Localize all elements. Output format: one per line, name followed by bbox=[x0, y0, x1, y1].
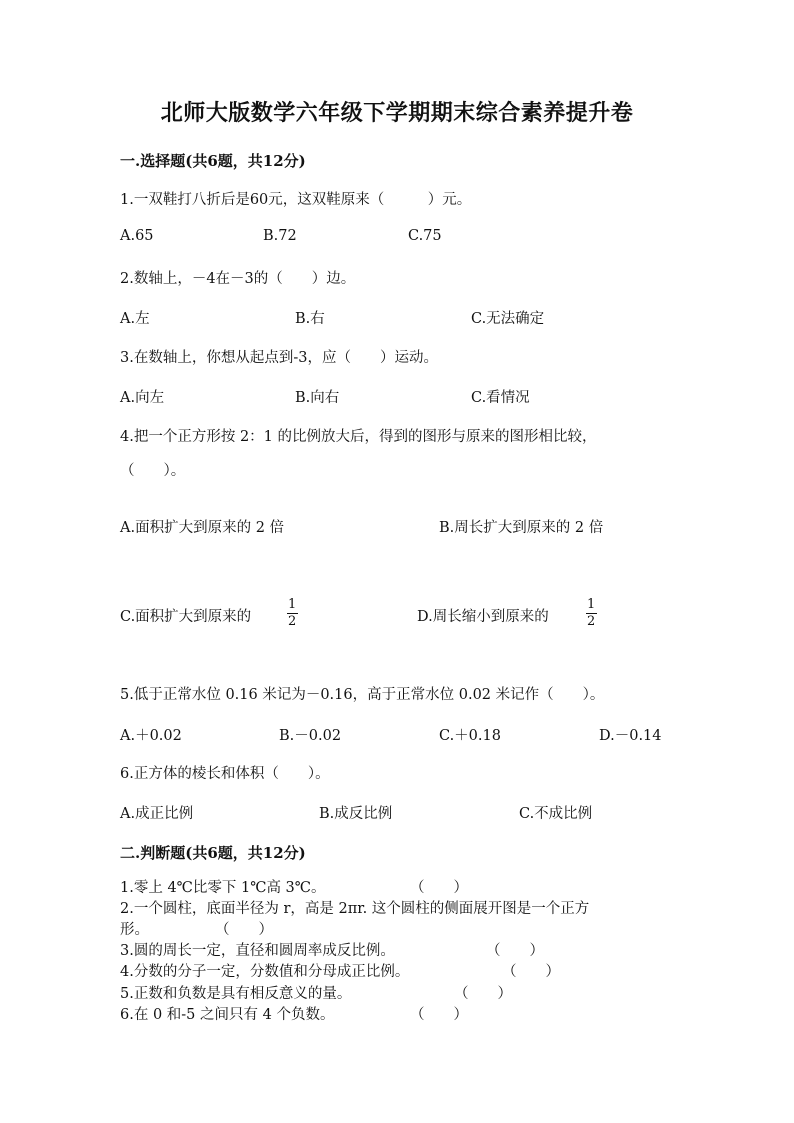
section-heading-choice: 一.选择题(共6题，共12分) bbox=[120, 152, 306, 170]
question-6-option-a[interactable]: A.成正比例 bbox=[120, 806, 194, 822]
fraction-denominator: 2 bbox=[587, 614, 596, 629]
section-heading-judge: 二.判断题(共6题，共12分) bbox=[120, 844, 306, 862]
question-5-stem: 5.低于正常水位 0.16 米记为－0.16，高于正常水位 0.02 米记作（ ）。 bbox=[120, 687, 605, 703]
question-4-option-c-fraction bbox=[286, 598, 298, 629]
judge-item-2: 2.一个圆柱，底面半径为 r，高是 2πr. 这个圆柱的侧面展开图是一个正方 bbox=[120, 901, 590, 917]
question-4-option-c[interactable]: C.面积扩大到原来的 bbox=[120, 609, 252, 625]
question-6-stem: 6.正方体的棱长和体积（ ）。 bbox=[120, 766, 330, 782]
judge-item-2-continued: 形。 bbox=[120, 922, 149, 938]
question-6-option-b[interactable]: B.成反比例 bbox=[319, 806, 393, 822]
page-title: 北师大版数学六年级下学期期末综合素养提升卷 bbox=[160, 100, 634, 126]
question-2-option-a[interactable]: A.左 bbox=[120, 311, 150, 327]
question-6-option-c[interactable]: C.不成比例 bbox=[519, 806, 593, 822]
question-4-stem: 4.把一个正方形按 2：1 的比例放大后，得到的图形与原来的图形相比较， bbox=[120, 429, 597, 445]
judge-item-2-answer[interactable]: （ ） bbox=[215, 922, 273, 938]
question-4-option-d-fraction bbox=[585, 598, 597, 629]
judge-item-3: 3.圆的周长一定，直径和圆周率成反比例。 bbox=[120, 943, 395, 959]
question-3-option-c[interactable]: C.看情况 bbox=[471, 390, 530, 406]
question-2-option-c[interactable]: C.无法确定 bbox=[471, 311, 545, 327]
judge-item-1: 1.零上 4℃比零下 1℃高 3℃。 bbox=[120, 880, 326, 896]
fraction-numerator: 1 bbox=[288, 597, 297, 612]
question-4-option-d[interactable]: D.周长缩小到原来的 bbox=[417, 609, 549, 625]
question-1-option-a[interactable]: A.65 bbox=[120, 228, 154, 244]
question-2-option-b[interactable]: B.右 bbox=[295, 311, 325, 327]
judge-item-5-answer[interactable]: （ ） bbox=[454, 986, 512, 1002]
judge-item-6: 6.在 0 和-5 之间只有 4 个负数。 bbox=[120, 1007, 335, 1023]
fraction-denominator: 2 bbox=[288, 614, 297, 629]
question-5-option-a[interactable]: A.＋0.02 bbox=[120, 728, 182, 744]
question-1-option-b[interactable]: B.72 bbox=[263, 228, 297, 244]
question-2-stem: 2.数轴上，－4在－3的（ ）边。 bbox=[120, 271, 356, 287]
question-1-stem: 1.一双鞋打八折后是60元，这双鞋原来（ ）元。 bbox=[120, 192, 472, 208]
judge-item-5: 5.正数和负数是具有相反意义的量。 bbox=[120, 986, 352, 1002]
judge-item-6-answer[interactable]: （ ） bbox=[410, 1007, 468, 1023]
question-5-option-c[interactable]: C.＋0.18 bbox=[439, 728, 501, 744]
judge-item-3-answer[interactable]: （ ） bbox=[486, 943, 544, 959]
question-4-stem-continued: （ ）。 bbox=[120, 463, 186, 479]
question-4-option-a[interactable]: A.面积扩大到原来的 2 倍 bbox=[120, 520, 285, 536]
question-5-option-b[interactable]: B.－0.02 bbox=[279, 728, 342, 744]
question-4-option-b[interactable]: B.周长扩大到原来的 2 倍 bbox=[439, 520, 604, 536]
judge-item-1-answer[interactable]: （ ） bbox=[410, 880, 468, 896]
judge-item-4: 4.分数的分子一定，分数值和分母成正比例。 bbox=[120, 964, 410, 980]
question-3-option-b[interactable]: B.向右 bbox=[295, 390, 340, 406]
judge-item-4-answer[interactable]: （ ） bbox=[502, 964, 560, 980]
question-1-option-c[interactable]: C.75 bbox=[408, 228, 442, 244]
question-5-option-d[interactable]: D.－0.14 bbox=[599, 728, 662, 744]
question-3-stem: 3.在数轴上，你想从起点到-3，应（ ）运动。 bbox=[120, 350, 438, 366]
question-3-option-a[interactable]: A.向左 bbox=[120, 390, 165, 406]
fraction-numerator: 1 bbox=[587, 597, 596, 612]
